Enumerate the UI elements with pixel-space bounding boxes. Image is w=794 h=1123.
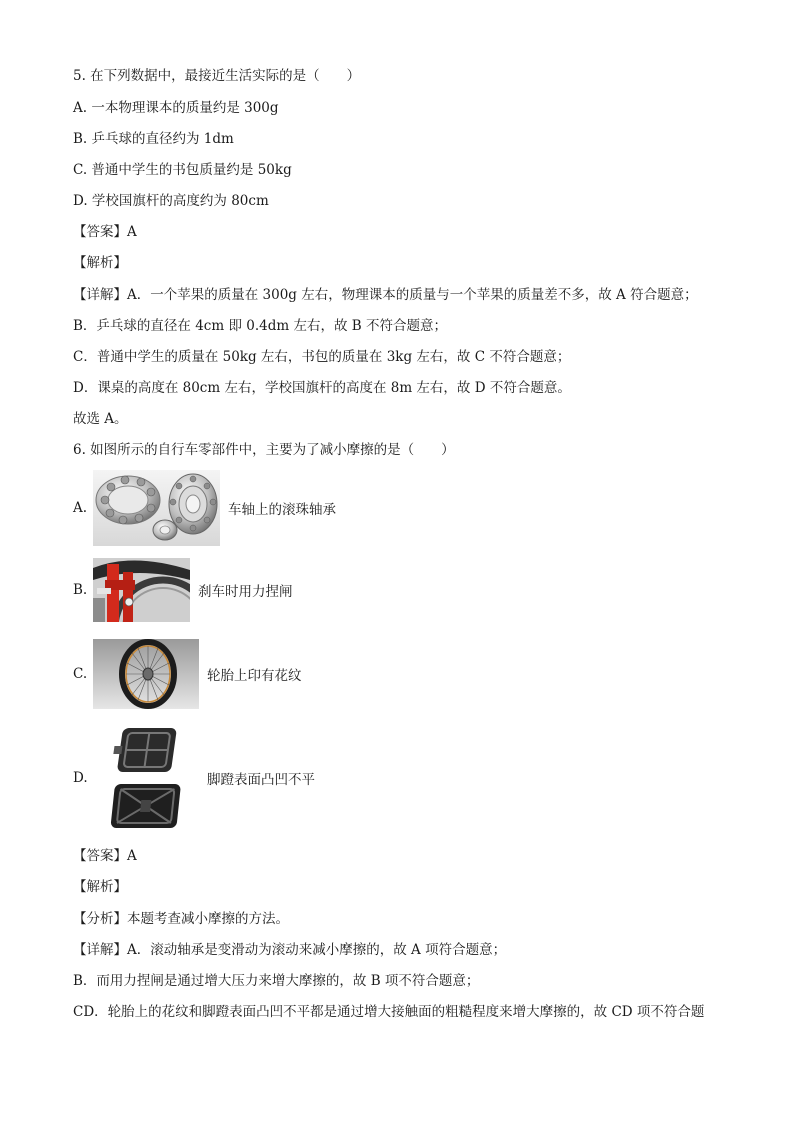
q6-detail-b: B．而用力捏闸是通过增大压力来增大摩擦的，故 B 项不符合题意； (73, 973, 480, 989)
q6-option-b-text: 刹车时用力捏闸 (198, 584, 293, 600)
q6-option-b (73, 558, 293, 622)
q6-stem: 6. 如图所示的自行车零部件中，主要为了减小摩擦的是（ ） (73, 442, 455, 458)
ball-bearing-image (93, 470, 220, 546)
q5-detail-c: C．普通中学生的质量在 50kg 左右，书包的质量在 3kg 左右，故 C 不符合题意； (73, 349, 571, 365)
q5-detail-a: 【详解】A．一个苹果的质量在 300g 左右，物理课本的质量与一个苹果的质量差不多，故 A 符合题意； (73, 287, 698, 303)
q6-option-d-text: 脚蹬表面凸凹不平 (207, 772, 315, 788)
q6-answer: 【答案】A (73, 848, 137, 864)
q6-analysis-summary: 【分析】本题考查减小摩擦的方法。 (73, 911, 289, 927)
q5-conclusion: 故选 A。 (73, 411, 128, 427)
q6-analysis-label: 【解析】 (73, 879, 127, 895)
q5-stem: 5. 在下列数据中，最接近生活实际的是（ ） (73, 68, 361, 84)
q5-detail-b: B．乒乓球的直径在 4cm 即 0.4dm 左右，故 B 不符合题意； (73, 318, 447, 334)
q6-option-b-letter: B. (73, 582, 88, 598)
q6-option-a (73, 470, 336, 546)
brake-lever-image (93, 558, 190, 622)
q6-option-a-letter: A. (73, 500, 88, 516)
q6-detail-cd: CD．轮胎上的花纹和脚蹬表面凸凹不平都是通过增大接触面的粗糙程度来增大摩擦的，故 CD 项不符合题 (73, 1004, 705, 1020)
q6-detail-a: 【详解】A．滚动轴承是变滑动为滚动来减小摩擦的，故 A 项符合题意； (73, 942, 507, 958)
bicycle-wheel-image (93, 639, 199, 709)
q5-analysis-label: 【解析】 (73, 255, 127, 271)
q5-option-c: C. 普通中学生的书包质量约是 50kg (73, 162, 292, 178)
q5-detail-d: D．课桌的高度在 80cm 左右，学校国旗杆的高度在 8m 左右，故 D 不符合题意。 (73, 380, 571, 396)
q5-option-d: D. 学校国旗杆的高度约为 80cm (73, 193, 269, 209)
q6-option-d (73, 722, 315, 834)
bicycle-pedal-image (93, 722, 199, 834)
q5-option-b: B. 乒乓球的直径约为 1dm (73, 131, 234, 147)
q6-option-c-letter: C. (73, 666, 88, 682)
q5-option-a: A. 一本物理课本的质量约是 300g (73, 100, 279, 116)
q6-option-c-text: 轮胎上印有花纹 (207, 668, 302, 684)
q6-option-a-text: 车轴上的滚珠轴承 (228, 502, 336, 518)
q6-option-c (73, 639, 302, 709)
q6-option-d-letter: D. (73, 770, 88, 786)
q5-answer: 【答案】A (73, 224, 137, 240)
